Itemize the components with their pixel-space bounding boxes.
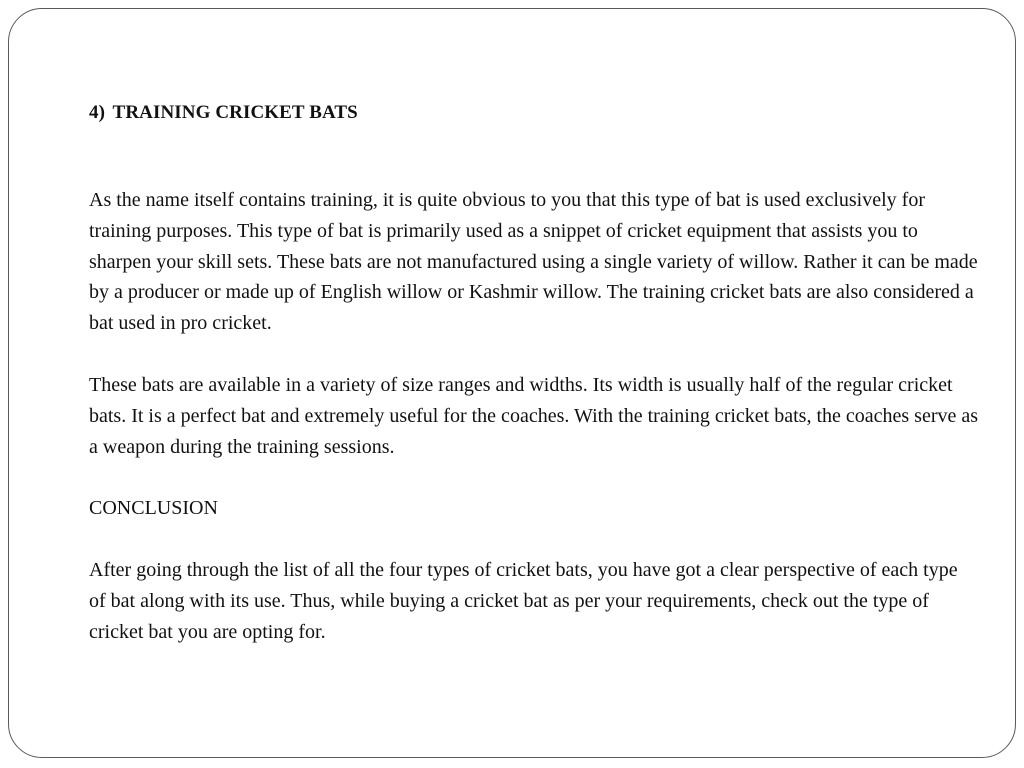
slide-content — [89, 93, 979, 648]
paragraph-intro: As the name itself contains training, it is quite obvious to you that this type of bat is used exclusively for training purposes. This type of bat is primarily used as a snippet of cricket equipment that assists you to sharpen your skill sets. These bats are not manufactured using a single variety of willow. Rather it can be made by a producer or made up of English willow or Kashmir willow. The training cricket bats are also considered a bat used in pro cricket. — [89, 189, 978, 335]
heading-title: TRAINING CRICKET BATS — [112, 102, 358, 123]
conclusion-heading: CONCLUSION — [89, 497, 218, 520]
section-heading — [89, 93, 979, 133]
paragraph-conclusion: After going through the list of all the four types of cricket bats, you have got a clear perspective of each type of bat along with its use. Thus, while buying a cricket bat as per your requirements, check out the type of cricket bat you are opting for. — [89, 559, 958, 643]
paragraph-details: These bats are available in a variety of size ranges and widths. Its width is usually half of the regular cricket bats. It is a perfect bat and extremely useful for the coaches. With the training cricket bats, the coaches serve as a weapon during the training sessions. — [89, 373, 979, 458]
heading-number: 4) — [89, 102, 106, 123]
slide-frame — [8, 8, 1016, 758]
